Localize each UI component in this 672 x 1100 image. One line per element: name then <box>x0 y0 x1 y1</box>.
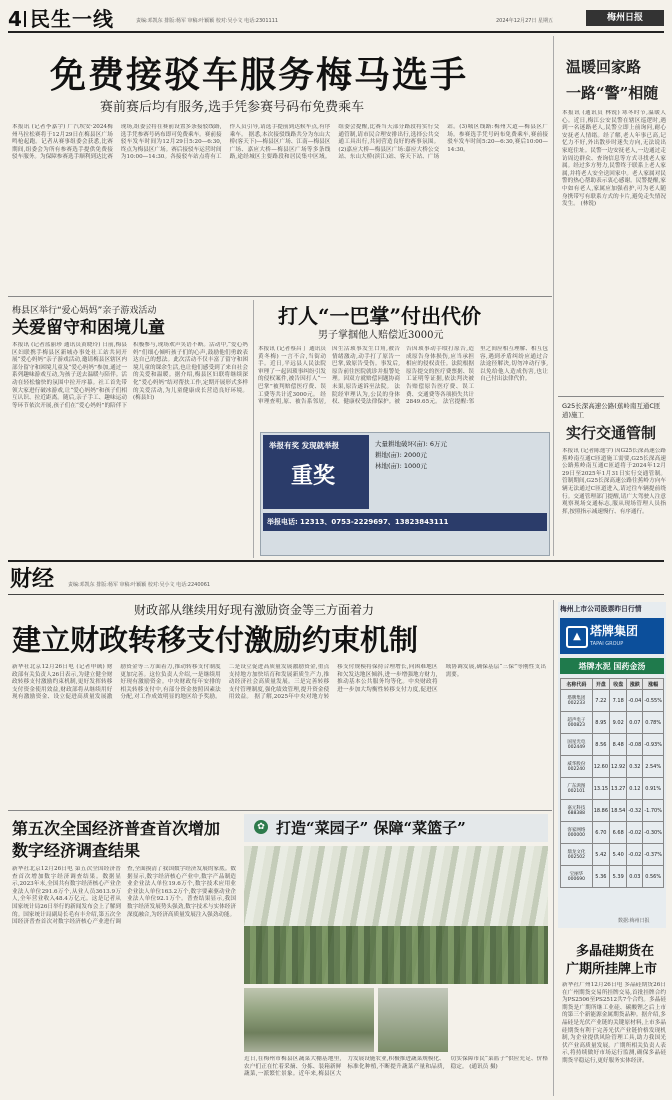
ad-phone-numbers: 12313、0753-2229697、13823843111 <box>300 518 449 526</box>
section2-rule <box>8 594 664 595</box>
stock-brand-en: TAPAI GROUP <box>590 641 624 647</box>
stock-cell: -0.32 <box>627 800 643 822</box>
side-divider <box>558 396 664 397</box>
stock-cell: 塔牌集团 002233 <box>561 690 593 712</box>
paper-name: 梅州日报 <box>606 13 643 23</box>
stock-cell: -0.55% <box>643 690 664 712</box>
top-header-bar <box>8 8 664 30</box>
stock-brand-banner <box>560 618 664 654</box>
stock-cell: 5.36 <box>592 866 609 888</box>
stock-cell: -1.70% <box>643 800 664 822</box>
lead-article-1-body: 本报讯 (记者李嘉宇) 广汽埃安·2024梅州马拉松赛将于12月29日在梅县区广场鸣枪起跑。记者从赛事组委会获悉,比赛期间,组委会为所有参赛选手提供免费接驳车服务。为保障参赛选手顺利到达比赛现场,组委会将在赛前设置多条接驳线路,选手凭参赛号码布即可免费乘车。赛前接驳车发车时间为12月29日5:20—6:30,终点为梅县区广场。赛后接驳车运营时间为10:00—14:30。各接驳车站点将有工作人员引导,请选手提前到达候车点,有序乘车。 据悉,本次接驳线路共分为东山大桥(客天下)—梅县区广场、江南—梅县区广场、嘉应大桥—梅县区广场等多条线路,途经城区主要路段和居民集中区域。组委会提醒,比赛当天部分路段将实行交通管制,请市民合理安排出行,选择公共交通工具出行,共同营造良好的赛事氛围。 (2)嘉应大桥—梅县区广场:嘉应大桥公交站、东山大桥(滨江)站、客天下站、广场站。(3)城区线路:梅州大道—梅县区广场。参赛选手凭号码布免费乘车,赛前接驳车发车时间5:20—6:30,赛后10:00—14:30。 <box>12 124 548 161</box>
ad-left-panel <box>263 435 369 509</box>
article6-title-line1: 多晶硅期货在 <box>576 944 655 959</box>
stock-cell: 6.68 <box>610 822 627 844</box>
article3-subtitle: 男子掌掴他人赔偿近3000元 <box>318 330 444 341</box>
page-number-divider <box>24 11 26 27</box>
vegetable-photo-small <box>244 988 374 1052</box>
side-top-body: 本报讯 (通讯员 林锐) 寒冬时节,温暖人心。近日,梅江公安民警在辖区巡逻时,遇到一名迷路老人,民警立即上前询问,耐心安抚老人情绪。经了解,老人年事已高,记忆力不好,外出散步时迷失方向,无法说出家庭住址。民警一边安抚老人,一边通过走访周边群众、查询信息等方式寻找老人家属。经过多方努力,民警终于联系上老人家属,并将老人安全送回家中。老人家属对民警的热心帮助表示衷心感谢。民警提醒,家中如有老人,家属应加强看护,可为老人随身携带写有联系方式的卡片,避免走失情况发生。 (林锐) <box>562 110 666 208</box>
greenhouse-photo-main <box>244 846 548 984</box>
ad-reward-item: 林地(亩): 1000元 <box>375 462 427 470</box>
sidebar-divider-top <box>553 36 554 556</box>
stock-cell: 鼎龙文化 002502 <box>561 844 593 866</box>
lead2-title: 建立财政转移支付激励约束机制 <box>12 623 419 657</box>
paper-name-badge <box>586 10 664 26</box>
stock-cell: 12.92 <box>610 756 627 778</box>
stock-widget <box>558 602 666 928</box>
table-row <box>561 778 664 800</box>
section-title: 民生一线 <box>30 7 114 31</box>
article4-body: 新华社北京12月26日电 第五次全国经济普查首次增加数字经济调查结果。数据显示,2023年末,全国共有数字经济核心产业企业法人单位291.6万个,从业人员3613.9万人,全年营业收入48.4万亿元。这是记者从国家统计局26日举行的新闻发布会上了解到的。国家统计局副局长毛有丰介绍,第五次全国经济普查首次对数字经济核心产业进行调查,全面摸清了我国数字经济发展的家底。数据显示,数字经济核心产业中,数字产品制造业企业法人单位19.6万个,数字技术应用业企业法人单位163.2万个,数字要素驱动业企业法人单位92.1万个。普查结果显示,我国数字经济发展势头强劲,数字技术与实体经济深度融合,为经济高质量发展注入强劲动能。 <box>12 866 236 926</box>
stock-cell: 12.60 <box>592 756 609 778</box>
stock-title: 梅州上市公司股票昨日行情 <box>560 605 642 613</box>
ad-phone-label: 举报电话: <box>267 518 298 526</box>
table-row <box>561 756 664 778</box>
stock-col-header: 名称代码 <box>561 679 593 690</box>
stock-cell: 0.56% <box>643 866 664 888</box>
stock-cell: -0.02 <box>627 844 643 866</box>
stock-cell: -0.30% <box>643 822 664 844</box>
greenhouse-plants <box>244 926 548 984</box>
article2-divider <box>253 300 254 558</box>
stock-brand-logo-icon: ▲ <box>566 626 588 648</box>
table-row <box>561 800 664 822</box>
stock-col-header: 涨幅 <box>643 679 664 690</box>
stock-cell: 威华股份 002240 <box>561 756 593 778</box>
table-row <box>561 734 664 756</box>
side-mid-body: 本报讯 (记者陈逸宇) 因G25长深高速公路蕉岭南互通C匝道施工需要,G25长深高速公路蕉岭南互通C匝道将于2024年12月29日至2025年1月31日实行交通管制。管制期间,G25长深高速公路往蕉岭方向车辆无法通过C匝道进入,请过往车辆提前绕行。交通管理部门提醒,请广大驾驶人注意观察现场交通标志,服从现场管理人员指挥,按照指示减速慢行、有序通行。 <box>562 448 666 515</box>
article5-title: 打造“菜园子” 保障“菜篮子” <box>276 819 466 837</box>
article5-title-box <box>244 814 548 842</box>
stock-brand-name: 塔牌集团 <box>590 624 639 638</box>
article2-kicker: 梅县区举行“爱心妈妈”亲子游戏活动 <box>12 306 157 316</box>
stock-table-header <box>561 679 664 690</box>
stock-cell: 7.22 <box>592 690 609 712</box>
lead-article-1-subtitle: 赛前赛后均有服务,选手凭参赛号码布免费乘车 <box>100 100 365 115</box>
stock-cell: 18.86 <box>592 800 609 822</box>
article6-divider <box>553 940 554 1096</box>
table-row <box>561 690 664 712</box>
stock-cell: -0.04 <box>627 690 643 712</box>
stock-cell: 0.91% <box>643 778 664 800</box>
stock-cell: 7.18 <box>610 690 627 712</box>
stock-brand-sub: 塔牌水泥 国药金汤 <box>560 658 664 674</box>
stock-cell: 6.70 <box>592 822 609 844</box>
side-top-title-line2: 一路“警”相随 <box>566 84 659 102</box>
table-row <box>561 712 664 734</box>
stock-cell: 8.56 <box>592 734 609 756</box>
stock-cell: 0.07 <box>627 712 643 734</box>
stock-cell: 2.54% <box>643 756 664 778</box>
issue-date: 2024年12月27日 星期五 <box>496 18 554 24</box>
stock-cell: 客家网络 000000 <box>561 822 593 844</box>
stock-cell: 0.78% <box>643 712 664 734</box>
stock-cell: 嘉元科技 688388 <box>561 800 593 822</box>
ad-big-reward: 重奖 <box>291 463 336 489</box>
section2-rule-top <box>8 560 664 562</box>
side-mid-title: 实行交通管制 <box>566 424 657 442</box>
stock-col-header: 收盘 <box>610 679 627 690</box>
stock-cell: -0.93% <box>643 734 664 756</box>
stock-cell: 宝丽华 000690 <box>561 866 593 888</box>
stock-col-header: 涨跌 <box>627 679 643 690</box>
article2-body: 本报讯 (记者蓝丽珍 通讯员黄晓玲) 日前,梅县区妇联携手梅县区新城办事处社工站共同开展“爱心妈妈”亲子游戏活动,邀请梅县区辖区内部分留守和困境儿童及“爱心妈妈”参加,通过一系列趣味游戏互动,为孩子送去温暖与陪伴。活动在轻松愉快的氛围中拉开序幕。社工首先带领大家进行破冰游戏,让“爱心妈妈”和孩子们相互认识、拉近距离。随后,亲子手工、趣味运动等环节依次开展,孩子们在“爱心妈妈”的陪伴下积极参与,现场欢声笑语不断。活动中,“爱心妈妈”们细心倾听孩子们的心声,鼓励他们勇敢表达自己的想法。此次活动不仅丰富了留守和困境儿童的课余生活,也让他们感受到了来自社会的关爱和温暖。据介绍,梅县区妇联将继续深化“爱心妈妈”结对帮扶工作,定期开展形式多样的关爱活动,为儿童健康成长营造良好环境。 (梅县妇) <box>12 342 248 409</box>
table-row <box>561 866 664 888</box>
stock-cell: 超声电子 000823 <box>561 712 593 734</box>
staff-credits: 责编:邓凯东 排版:杨军 审稿:叶颖颖 校对:吴小文 电话:2301111 <box>136 18 279 24</box>
ad-reward-list <box>375 439 545 472</box>
stock-cell: 广东鸿图 002101 <box>561 778 593 800</box>
stock-cell: -0.02 <box>627 822 643 844</box>
lead-article-1-title: 免费接驳车服务梅马选手 <box>50 54 469 96</box>
row-divider-2 <box>8 810 552 811</box>
stock-cell: 0.12 <box>627 778 643 800</box>
stock-cell: 13.15 <box>592 778 609 800</box>
ad-slogan: 举报有奖 发现就举报 <box>269 441 340 450</box>
stock-col-header: 开盘 <box>592 679 609 690</box>
stock-cell: 5.39 <box>610 866 627 888</box>
header-rule <box>8 31 664 33</box>
side-top-title-line1: 温暖回家路 <box>566 58 642 76</box>
lead2-kicker: 财政部从继续用好现有激励资金等三方面着力 <box>134 603 375 617</box>
stock-cell: -0.08 <box>627 734 643 756</box>
table-row <box>561 822 664 844</box>
ad-phone-bar <box>263 513 547 531</box>
ad-reward-item: 大量耕地破坏(亩): 6万元 <box>375 440 447 448</box>
stock-cell: 5.42 <box>592 844 609 866</box>
stock-cell: 9.02 <box>610 712 627 734</box>
stock-cell: -0.37% <box>643 844 664 866</box>
article6-title-line2: 广期所挂牌上市 <box>566 962 658 977</box>
stock-cell: 13.27 <box>610 778 627 800</box>
article4-title: 第五次全国经济普查首次增加数字经济调查结果 <box>12 819 221 860</box>
section2-title: 财经 <box>10 566 55 592</box>
row-divider-1 <box>8 296 552 297</box>
stock-cell: 8.95 <box>592 712 609 734</box>
stock-note: 数据:梅州日报 <box>618 918 650 924</box>
article3-body: 本报讯 (记者蔡昌丁 通讯员黄冬梅) 一言不合,当街动手。近日,平远县人民法院审理了一起因琐事纠纷引发的侵权案件,被告因打人“一巴掌”被判赔偿医疗费、误工费等共计近3000元。 经审理查明,原、被告系邻居,因生活琐事发生口角,被告情绪激动,动手打了原告一巴掌,致原告受伤。事发后,原告前往医院就诊并报警处理。因双方就赔偿问题协商未果,原告遂诉至法院。 法院经审理认为,公民的身体权、健康权受法律保护。被告因琐事动手殴打原告,造成原告身体损伤,应当承担相应的侵权责任。法院根据原告提交的医疗费票据、误工证明等证据,依法判决被告赔偿原告医疗费、误工费、交通费等各项损失共计2849.65元。 法官提醒:邻里之间应相互理解、相互包容,遇到矛盾纠纷应通过合法途径解决,切勿冲动行事,以免给他人造成伤害,也让自己付出法律代价。 <box>258 346 548 406</box>
side-mid-kicker: G25长深高速公路(蕉岭南互通C匝道)施工 <box>562 402 661 419</box>
stock-cell: 8.48 <box>610 734 627 756</box>
farmer-photo-small <box>378 988 448 1052</box>
report-reward-ad <box>260 432 550 556</box>
table-row <box>561 844 664 866</box>
stock-cell: 0.32 <box>627 756 643 778</box>
page-number: 4 <box>8 7 22 31</box>
stock-cell: 18.54 <box>610 800 627 822</box>
stock-divider <box>553 600 554 940</box>
stock-cell: 国星光电 002449 <box>561 734 593 756</box>
article3-title: 打人“一巴掌”付出代价 <box>278 304 482 328</box>
article2-title: 关爱留守和困境儿童 <box>12 318 165 338</box>
stock-cell: 5.40 <box>610 844 627 866</box>
ad-reward-item: 耕地(亩): 2000元 <box>375 451 427 459</box>
stock-table <box>560 678 664 888</box>
article6-body: 新华社广州12月26日电 多晶硅期货26日在广州期货交易所挂牌交易,首批挂牌合约为PS2506至PS2512共7个合约。多晶硅期货是广期所继工业硅、碳酸锂之后上市的第三个新能源金属期货品种。据介绍,多晶硅是光伏产业链的关键原材料,上市多晶硅期货有利于完善光伏产业链价格发现机制,为企业提供风险管理工具,助力我国光伏产业高质量发展。广期所相关负责人表示,将持续做好市场运行监测,确保多晶硅期货平稳运行,更好服务实体经济。 <box>562 982 666 1064</box>
lead2-body: 新华社北京12月26日电 (记者申铖) 财政部有关负责人26日表示,为建立健全财政转移支付激励约束机制,更好发挥转移支付资金使用效益,财政部将从继续用好现有激励资金、设立促进高质量发展激励资金等三方面着力,推动转移支付制度更加完善。这位负责人介绍,一是继续用好现有激励资金。中央财政每年安排的相关转移支付中,有部分资金按照因素法分配,对工作成效明显的地区给予奖励。二是设立促进高质量发展激励资金,重点支持地方加快培育和发展新质生产力,推动经济社会高质量发展。三是完善转移支付管理制度,强化绩效管理,提升资金使用效益。 据了解,2025年中央对地方转移支付规模将保持合理增长,向困难地区和欠发达地区倾斜,进一步增强地方财力,推动基本公共服务均等化。中央财政将进一步加大均衡性转移支付力度,促进区域协调发展,确保基层“三保”等刚性支出需要。 <box>12 664 546 701</box>
stock-cell: 0.03 <box>627 866 643 888</box>
article5-caption: 近日,在梅州市梅县区蔬菜大棚基地里,农户们正在忙着采摘、分拣、装箱新鲜蔬菜,一派繁忙景象。近年来,梅县区大力发展设施农业,积极推进蔬菜规模化、标准化种植,不断提升蔬菜产量和品质,切实保障市民“菜篮子”供应充足、价格稳定。 (通讯员 摄) <box>244 1056 548 1078</box>
article5-title-icon: ✿ <box>254 820 268 834</box>
section2-staff: 责编:邓凯东 排版:杨军 审稿:叶颖颖 校对:吴小文 电话:2240061 <box>68 582 211 588</box>
